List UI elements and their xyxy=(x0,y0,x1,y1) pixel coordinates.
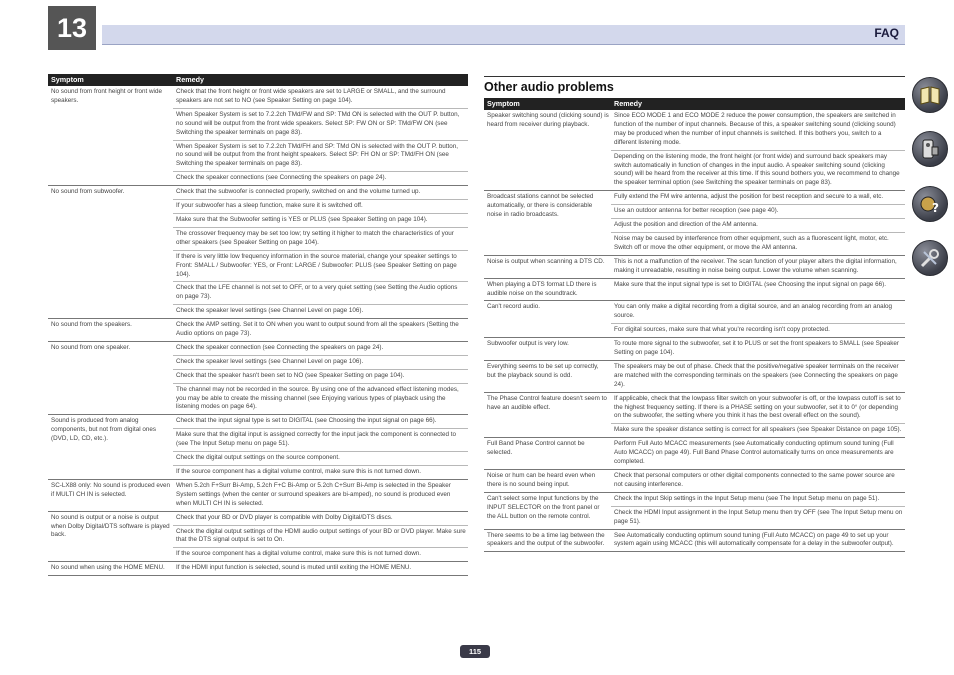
remedy-cell: The speakers may be out of phase. Check that the positive/negative speaker terminals on the receiver are matched with the corresponding terminals on the speakers (see Connecting the speakers on page 24). xyxy=(611,360,905,392)
symptom-header: Symptom xyxy=(48,74,173,86)
section-title: Other audio problems xyxy=(484,76,905,94)
remedy-cell: If the source component has a digital volume control, make sure this is not turned down. xyxy=(173,466,468,480)
symptom-cell: No sound from subwoofer. xyxy=(48,186,173,319)
remedy-cell: For digital sources, make sure that what you're recording isn't copy protected. xyxy=(611,324,905,338)
table-row xyxy=(484,338,905,361)
tools-icon[interactable] xyxy=(912,240,948,276)
table-row xyxy=(48,186,468,200)
remedy-cell: Noise may be caused by interference from other equipment, such as a fluorescent light, motor, etc. Switch off or move the other equipment, or move the AM antenna. xyxy=(611,232,905,255)
right-faq-table xyxy=(484,98,905,552)
remedy-cell: Check that your BD or DVD player is compatible with Dolby Digital/DTS discs. xyxy=(173,511,468,525)
remote-control-icon[interactable] xyxy=(912,131,948,167)
remedy-cell: Make sure that the Subwoofer setting is YES or PLUS (see Speaker Setting on page 104). xyxy=(173,213,468,227)
remedy-cell: Check that the subwoofer is connected properly, switched on and the volume turned up. xyxy=(173,186,468,200)
remedy-cell: Fully extend the FM wire antenna, adjust the position for best reception and secure to a wall, etc. xyxy=(611,191,905,205)
remedy-cell: Make sure that the digital input is assigned correctly for the input jack the component is connected to (see The Input Setup menu on page 51). xyxy=(173,429,468,452)
left-faq-table-wrap xyxy=(48,74,468,576)
remedy-cell: You can only make a digital recording from a digital source, and an analog recording from an analog source. xyxy=(611,301,905,324)
table-row xyxy=(48,479,468,511)
right-faq-table-wrap xyxy=(484,98,905,552)
remedy-cell: If the HDMI input function is selected, sound is muted until exiting the HOME MENU. xyxy=(173,562,468,576)
symptom-cell: Speaker switching sound (clicking sound) is heard from receiver during playback. xyxy=(484,110,611,191)
remedy-cell: Check the speaker level settings (see Channel Level on page 106). xyxy=(173,305,468,319)
remedy-cell: When Speaker System is set to 7.2.2ch TMd/FH and SP: TMd ON is selected with the OUT P. button, no sound will be output from the front height speakers. Select SP: FH ON or SP: TMd/FH ON (see Switching the speaker terminals on page 83). xyxy=(173,140,468,172)
symptom-cell: Can't record audio. xyxy=(484,301,611,338)
symptom-cell: The Phase Control feature doesn't seem to have an audible effect. xyxy=(484,392,611,438)
symptom-cell: There seems to be a time lag between the speakers and the output of the subwoofer. xyxy=(484,529,611,552)
remedy-cell: See Automatically conducting optimum sound tuning (Full Auto MCACC) on page 49 to set up your system again using MCACC (this will automatically compensate for a delay in the subwoofer output). xyxy=(611,529,905,552)
table-row xyxy=(48,341,468,355)
remedy-cell: Use an outdoor antenna for better reception (see page 40). xyxy=(611,205,905,219)
remedy-cell: This is not a malfunction of the receiver. The scan function of your player alters the digital information, making it unreadable, resulting in noise being output. Lower the volume when scanning. xyxy=(611,255,905,278)
table-row xyxy=(48,511,468,525)
symptom-cell: No sound when using the HOME MENU. xyxy=(48,562,173,576)
remedy-cell: Check the AMP setting. Set it to ON when you want to output sound from all the speakers (Setting the Audio options on page 73). xyxy=(173,319,468,342)
remedy-cell: Perform Full Auto MCACC measurements (see Automatically conducting optimum sound tuning (Full Auto MCACC) on page 49). Full Band Phase Control automatically turns on once measurements are completed. xyxy=(611,438,905,470)
table-row xyxy=(484,360,905,392)
remedy-cell: Check the speaker connections (see Connecting the speakers on page 24). xyxy=(173,172,468,186)
remedy-cell: Depending on the listening mode, the front height (or front wide) and surround back speakers may switch automatically in function of changes in the input audio. A speaker switching sound (clicking sound) will be heard from the receiver at this time. If this sound bothers you, we recommend to change the speaker terminal option (see Switching the speaker terminals on page 83). xyxy=(611,150,905,191)
symptom-cell: Full Band Phase Control cannot be selected. xyxy=(484,438,611,470)
symptom-cell: Broadcast stations cannot be selected automatically, or there is considerable noise in radio broadcasts. xyxy=(484,191,611,256)
remedy-cell: Check that the input signal type is set to DIGITAL (see Choosing the input signal on page 66). xyxy=(173,415,468,429)
chapter-number: 13 xyxy=(48,6,96,50)
symptom-cell: No sound from front height or front wide speakers. xyxy=(48,86,173,186)
table-row xyxy=(484,191,905,205)
remedy-cell: Check the speaker connection (see Connecting the speakers on page 24). xyxy=(173,341,468,355)
remedy-cell: If your subwoofer has a sleep function, make sure it is switched off. xyxy=(173,200,468,214)
table-row xyxy=(48,415,468,429)
remedy-cell: Check the speaker level settings (see Channel Level on page 106). xyxy=(173,355,468,369)
remedy-cell: Make sure the speaker distance setting is correct for all speakers (see Speaker Distance on page 105). xyxy=(611,424,905,438)
symptom-cell: Sound is produced from analog components, but not from digital ones (DVD, LD, CD, etc.). xyxy=(48,415,173,480)
remedy-cell: If there is very little low frequency information in the source material, change your speaker settings to Front: SMALL / Subwoofer: YES, or Front: LARGE / Subwoofer: PLUS (see Speaker Setting on page 104). xyxy=(173,250,468,282)
remedy-cell: Make sure that the input signal type is set to DIGITAL (see Choosing the input signal on page 66). xyxy=(611,278,905,301)
table-row xyxy=(48,86,468,108)
remedy-cell: If applicable, check that the lowpass filter switch on your subwoofer is off, or the lowpass cutoff is set to the highest frequency setting. If there is a PHASE setting on your subwoofer, set it to 0° (or depending on the subwoofer, the setting where you think it has the best overall effect on the sound). xyxy=(611,392,905,424)
book-icon[interactable] xyxy=(912,77,948,113)
symptom-cell: No sound from one speaker. xyxy=(48,341,173,414)
symptom-cell: Can't select some Input functions by the INPUT SELECTOR on the front panel or the ALL button on the remote control. xyxy=(484,492,611,529)
faq-header-bar xyxy=(102,25,905,45)
settings-help-icon[interactable] xyxy=(912,186,948,222)
symptom-header: Symptom xyxy=(484,98,611,110)
remedy-cell: When Speaker System is set to 7.2.2ch TMd/FW and SP: TMd ON is selected with the OUT P. button, no sound will be output from the front wide speakers. Select SP: FW ON or SP: TMd/FW ON (see Switching the speaker terminals on page 83). xyxy=(173,108,468,140)
remedy-cell: Since ECO MODE 1 and ECO MODE 2 reduce the power consumption, the speakers are switched in function of the number of input channels. Because of this, a speaker switching sound (clicking sound) may be produced when the number of input channels is switched. If this bothers you, switch to a different listening mode. xyxy=(611,110,905,150)
table-row xyxy=(484,301,905,324)
faq-label: FAQ xyxy=(874,26,899,40)
symptom-cell: Subwoofer output is very low. xyxy=(484,338,611,361)
table-row xyxy=(484,529,905,552)
symptom-cell: SC-LX88 only: No sound is produced even if MULTI CH IN is selected. xyxy=(48,479,173,511)
remedy-header: Remedy xyxy=(611,98,905,110)
remedy-cell: Check that the front height or front wide speakers are set to LARGE or SMALL, and the surround speakers are not set to NO (see Speaker Setting on page 104). xyxy=(173,86,468,108)
symptom-cell: Noise or hum can be heard even when there is no sound being input. xyxy=(484,470,611,493)
symptom-cell: No sound is output or a noise is output when Dolby Digital/DTS software is played back. xyxy=(48,511,173,562)
remedy-cell: When 5.2ch F+Surr Bi-Amp, 5.2ch F+C Bi-Amp or 5.2ch C+Surr Bi-Amp is selected in the Speaker System settings (when the center or surround speakers are bi-amped), no sound is produced even when MULTI CH IN is selected. xyxy=(173,479,468,511)
remedy-header: Remedy xyxy=(173,74,468,86)
remedy-cell: Check the HDMI Input assignment in the Input Setup menu then try OFF (see The Input Setup menu on page 51). xyxy=(611,506,905,529)
remedy-cell: Check the Input Skip settings in the Input Setup menu (see The Input Setup menu on page 51). xyxy=(611,492,905,506)
symptom-cell: Everything seems to be set up correctly, but the playback sound is odd. xyxy=(484,360,611,392)
table-row xyxy=(484,470,905,493)
table-row xyxy=(484,392,905,424)
remedy-cell: Check the digital output settings on the source component. xyxy=(173,452,468,466)
symptom-cell: No sound from the speakers. xyxy=(48,319,173,342)
remedy-cell: Check the digital output settings of the HDMI audio output settings of your BD or DVD player. Make sure that the DTS signal output is set to On. xyxy=(173,525,468,548)
page-number: 115 xyxy=(460,645,490,658)
remedy-cell: Check that the speaker hasn't been set to NO (see Speaker Setting on page 104). xyxy=(173,369,468,383)
left-faq-table xyxy=(48,74,468,576)
remedy-cell: The channel may not be recorded in the source. By using one of the advanced effect listening modes, you may be able to create the missing channel (see Enjoying various types of playback using the listening modes on page 64). xyxy=(173,383,468,415)
remedy-cell: The crossover frequency may be set too low; try setting it higher to match the characteristics of your other speakers (see Speaker Setting on page 104). xyxy=(173,227,468,250)
remedy-cell: To route more signal to the subwoofer, set it to PLUS or set the front speakers to SMALL (see Speaker Setting on page 104). xyxy=(611,338,905,361)
table-row xyxy=(484,492,905,506)
table-row xyxy=(484,255,905,278)
table-row xyxy=(484,110,905,150)
svg-text:?: ? xyxy=(932,201,939,215)
table-row xyxy=(484,438,905,470)
remedy-cell: Adjust the position and direction of the AM antenna. xyxy=(611,219,905,233)
symptom-cell: Noise is output when scanning a DTS CD. xyxy=(484,255,611,278)
remedy-cell: Check that the LFE channel is not set to OFF, or to a very quiet setting (see Setting the Audio options on page 73). xyxy=(173,282,468,305)
table-row xyxy=(48,562,468,576)
remedy-cell: Check that personal computers or other digital components connected to the same power source are not causing interference. xyxy=(611,470,905,493)
symptom-cell: When playing a DTS format LD there is audible noise on the soundtrack. xyxy=(484,278,611,301)
remedy-cell: If the source component has a digital volume control, make sure this is not turned down. xyxy=(173,548,468,562)
table-row xyxy=(48,319,468,342)
table-row xyxy=(484,278,905,301)
